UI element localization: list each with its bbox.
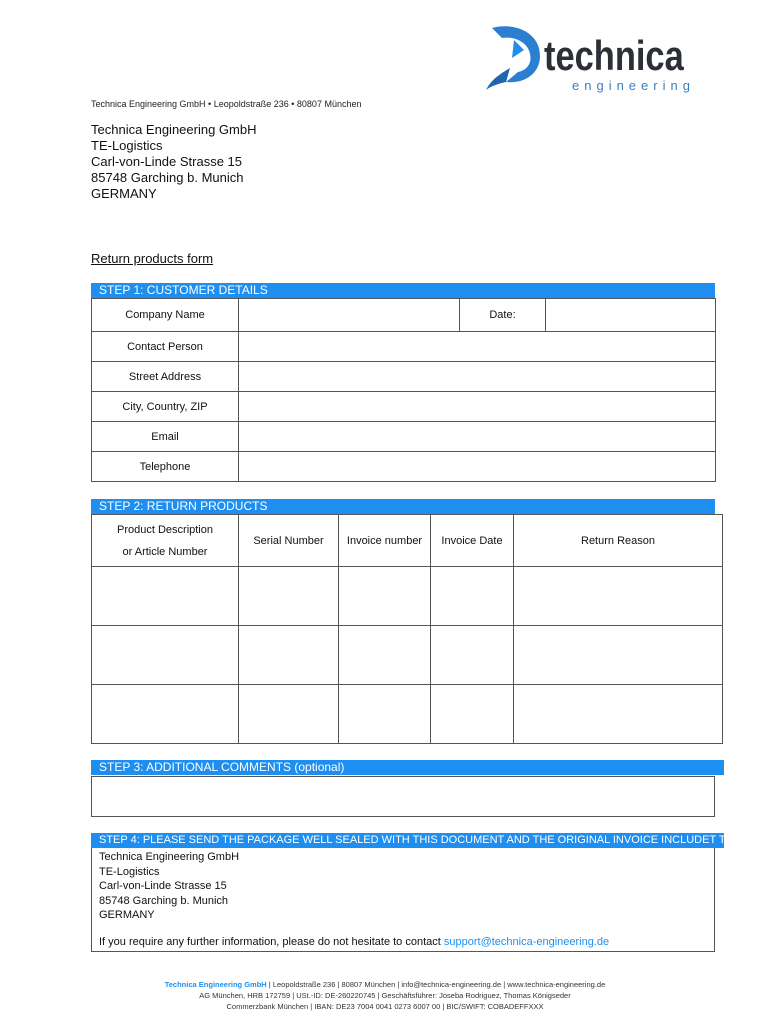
product-description-cell[interactable] [92, 567, 239, 626]
product-description-header-line1: Product Description [117, 523, 213, 536]
support-email-link[interactable]: support@technica-engineering.de [443, 936, 610, 948]
invoice-date-cell[interactable] [431, 626, 514, 685]
table-row [92, 567, 723, 626]
shipping-line: 85748 Garching b. Munich [99, 894, 229, 907]
invoice-number-cell[interactable] [339, 685, 431, 744]
shipping-address-box [91, 848, 715, 952]
table-row [92, 626, 723, 685]
shipping-line: GERMANY [99, 909, 155, 921]
product-description-header [92, 515, 239, 567]
invoice-number-cell[interactable] [339, 626, 431, 685]
recipient-line: Carl-von-Linde Strasse 15 [91, 154, 243, 169]
invoice-date-cell[interactable] [431, 567, 514, 626]
shipping-address [99, 850, 239, 923]
step1-header: STEP 1: CUSTOMER DETAILS [91, 283, 715, 298]
logo-swirl-icon [484, 22, 548, 92]
email-label: Email [92, 422, 239, 452]
company-logo [484, 22, 704, 98]
date-label: Date: [460, 299, 546, 332]
invoice-number-cell[interactable] [339, 567, 431, 626]
contact-text: If you require any further information, please do not hesitate to contact [99, 936, 444, 948]
invoice-number-header: Invoice number [339, 515, 431, 567]
telephone-label: Telephone [92, 452, 239, 482]
contact-note [99, 936, 609, 948]
step3-header: STEP 3: ADDITIONAL COMMENTS (optional) [91, 760, 724, 775]
return-reason-cell[interactable] [514, 685, 723, 744]
logo-wordmark: technica [544, 32, 684, 79]
company-name-label: Company Name [92, 299, 239, 332]
shipping-line: Carl-von-Linde Strasse 15 [99, 880, 227, 892]
serial-number-cell[interactable] [239, 567, 339, 626]
invoice-date-header: Invoice Date [431, 515, 514, 567]
recipient-address [91, 122, 256, 202]
recipient-line: 85748 Garching b. Munich [91, 170, 244, 185]
table-row [92, 685, 723, 744]
city-country-zip-field[interactable] [239, 392, 716, 422]
return-reason-cell[interactable] [514, 567, 723, 626]
serial-number-cell[interactable] [239, 626, 339, 685]
logo-subtitle: engineering [572, 78, 695, 93]
step2-header: STEP 2: RETURN PRODUCTS [91, 499, 715, 514]
date-field[interactable] [546, 299, 716, 332]
footer-line2: AG München, HRB 172759 | USt.-ID: DE-260220745 | Geschäftsführer: Joseba Rodriguez, Thomas Königseder [199, 991, 571, 1000]
customer-details-table [91, 298, 716, 482]
email-field[interactable] [239, 422, 716, 452]
return-reason-header: Return Reason [514, 515, 723, 567]
contact-person-label: Contact Person [92, 332, 239, 362]
product-description-cell[interactable] [92, 685, 239, 744]
step4-header: STEP 4: PLEASE SEND THE PACKAGE WELL SEALED WITH THIS DOCUMENT AND THE ORIGINAL INVOICE INCLUDET TO: [91, 833, 724, 848]
footer-line1-text: | Leopoldstraße 236 | 80807 München | info@technica-engineering.de | www.technica-engineering.de [266, 980, 606, 989]
telephone-field[interactable] [239, 452, 716, 482]
product-description-header-line2: or Article Number [122, 545, 208, 558]
footer-line1 [0, 979, 770, 990]
recipient-line: Technica Engineering GmbH [91, 122, 257, 137]
shipping-line: Technica Engineering GmbH [99, 851, 240, 863]
street-address-label: Street Address [92, 362, 239, 392]
serial-number-header: Serial Number [239, 515, 339, 567]
footer [0, 979, 770, 1012]
sender-line: Technica Engineering GmbH • Leopoldstraße 236 • 80807 München [91, 99, 362, 109]
contact-person-field[interactable] [239, 332, 716, 362]
form-title: Return products form [91, 251, 214, 266]
additional-comments-field[interactable] [91, 776, 715, 817]
footer-brand: Technica Engineering GmbH [164, 980, 267, 989]
company-name-field[interactable] [239, 299, 460, 332]
footer-line3: Commerzbank München | IBAN: DE23 7004 0041 0273 6007 00 | BIC/SWIFT: COBADEFFXXX [226, 1002, 544, 1011]
return-products-table [91, 514, 723, 744]
serial-number-cell[interactable] [239, 685, 339, 744]
return-reason-cell[interactable] [514, 626, 723, 685]
city-country-zip-label: City, Country, ZIP [92, 392, 239, 422]
street-address-field[interactable] [239, 362, 716, 392]
shipping-line: TE-Logistics [99, 865, 160, 878]
invoice-date-cell[interactable] [431, 685, 514, 744]
product-description-cell[interactable] [92, 626, 239, 685]
recipient-line: TE-Logistics [91, 138, 163, 153]
recipient-line: GERMANY [91, 186, 157, 201]
